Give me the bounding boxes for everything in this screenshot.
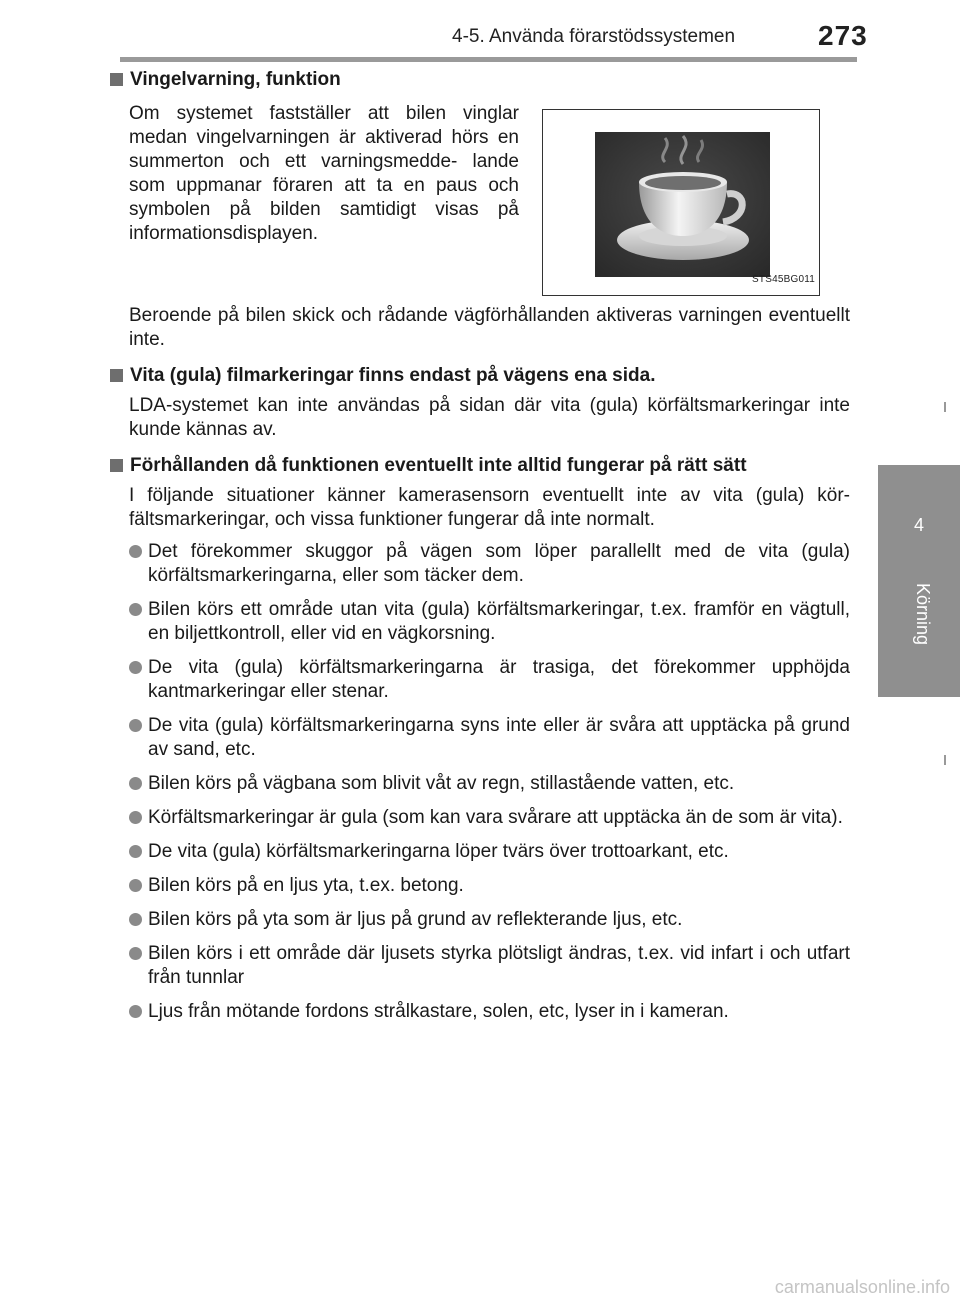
coffee-cup-icon [595,132,770,277]
warning-figure [542,109,820,296]
side-tick-top [944,402,946,412]
section-heading-text: Vingelvarning, funktion [130,69,341,90]
list-item: Bilen körs på en ljus yta, t.ex. betong. [129,874,850,898]
header-rule [120,57,857,62]
section-heading-text: Vita (gula) filmarkeringar finns endast på vägens ena sida. [130,365,656,386]
figure-caption: STS45BG011 [752,274,815,285]
section-conditions [110,454,850,1024]
page-number: 273 [818,20,868,51]
chapter-number: 4 [913,515,924,535]
list-item: Bilen körs på vägbana som blivit våt av regn, stillastående vatten, etc. [129,772,850,796]
section-body: LDA-systemet kan inte användas på sidan där vita (gula) körfältsmarkeringar inte kunde kännas av. [129,395,850,440]
section-heading-text: Förhållanden då funktionen eventuellt inte alltid fungerar på rätt sätt [130,455,747,476]
section-heading [110,454,850,478]
square-bullet-icon [110,459,123,472]
intro-paragraph: Om systemet fastställer att bilen vinglar medan vingelvarningen är aktiverad hörs en summerton och ett varningsmedde- lande som uppmanar föraren att ta en paus och symbolen på bilden samtidigt visas på informationsdisplayen. [129,103,519,244]
section-one-side-markings [110,364,850,442]
list-item: Det förekommer skuggor på vägen som löper parallellt med de vita (gula) körfältsmarkeringarna, eller som täcker dem. [129,540,850,588]
chapter-label: Körning [913,583,933,646]
round-bullet-icon [129,811,142,824]
round-bullet-icon [129,603,142,616]
round-bullet-icon [129,719,142,732]
note-paragraph: Beroende på bilen skick och rådande vägförhållanden aktiveras varningen eventuellt inte. [129,305,850,350]
section-weave-warning [110,68,850,304]
round-bullet-icon [129,913,142,926]
round-bullet-icon [129,661,142,674]
square-bullet-icon [110,369,123,382]
conditions-list [129,540,850,1024]
round-bullet-icon [129,879,142,892]
list-item: Bilen körs i ett område där ljusets styrka plötsligt ändras, t.ex. vid infart i och utfart från tunnlar [129,942,850,990]
list-item: De vita (gula) körfältsmarkeringarna är trasiga, det förekommer upphöjda kantmarkeringar eller stenar. [129,656,850,704]
section-body: I följande situationer känner kamerasensorn eventuellt inte av vita (gula) kör- fältsmarkeringar, och vissa funktioner fungerar då inte normalt. [129,485,850,530]
section-heading [110,364,850,388]
round-bullet-icon [129,545,142,558]
list-item: Bilen körs ett område utan vita (gula) körfältsmarkeringar, t.ex. framför en vägtull, en biljettkontroll, eller vid en vägkorsning. [129,598,850,646]
list-item: De vita (gula) körfältsmarkeringarna löper tvärs över trottoarkant, etc. [129,840,850,864]
chapter-side-tab [878,465,960,697]
list-item: De vita (gula) körfältsmarkeringarna syns inte eller är svåra att upptäcka på grund av sand, etc. [129,714,850,762]
square-bullet-icon [110,73,123,86]
watermark: carmanualsonline.info [774,1277,950,1297]
list-item: Ljus från mötande fordons strålkastare, solen, etc, lyser in i kameran. [129,1000,850,1024]
section-heading [110,68,850,92]
round-bullet-icon [129,777,142,790]
round-bullet-icon [129,1005,142,1018]
list-item: Körfältsmarkeringar är gula (som kan vara svårare att upptäcka än de som är vita). [129,806,850,830]
round-bullet-icon [129,947,142,960]
round-bullet-icon [129,845,142,858]
side-tick-bottom [944,755,946,765]
page-header-title: 4-5. Använda förarstödssystemen [452,26,736,47]
page-content [110,68,850,1036]
list-item: Bilen körs på yta som är ljus på grund av reflekterande ljus, etc. [129,908,850,932]
